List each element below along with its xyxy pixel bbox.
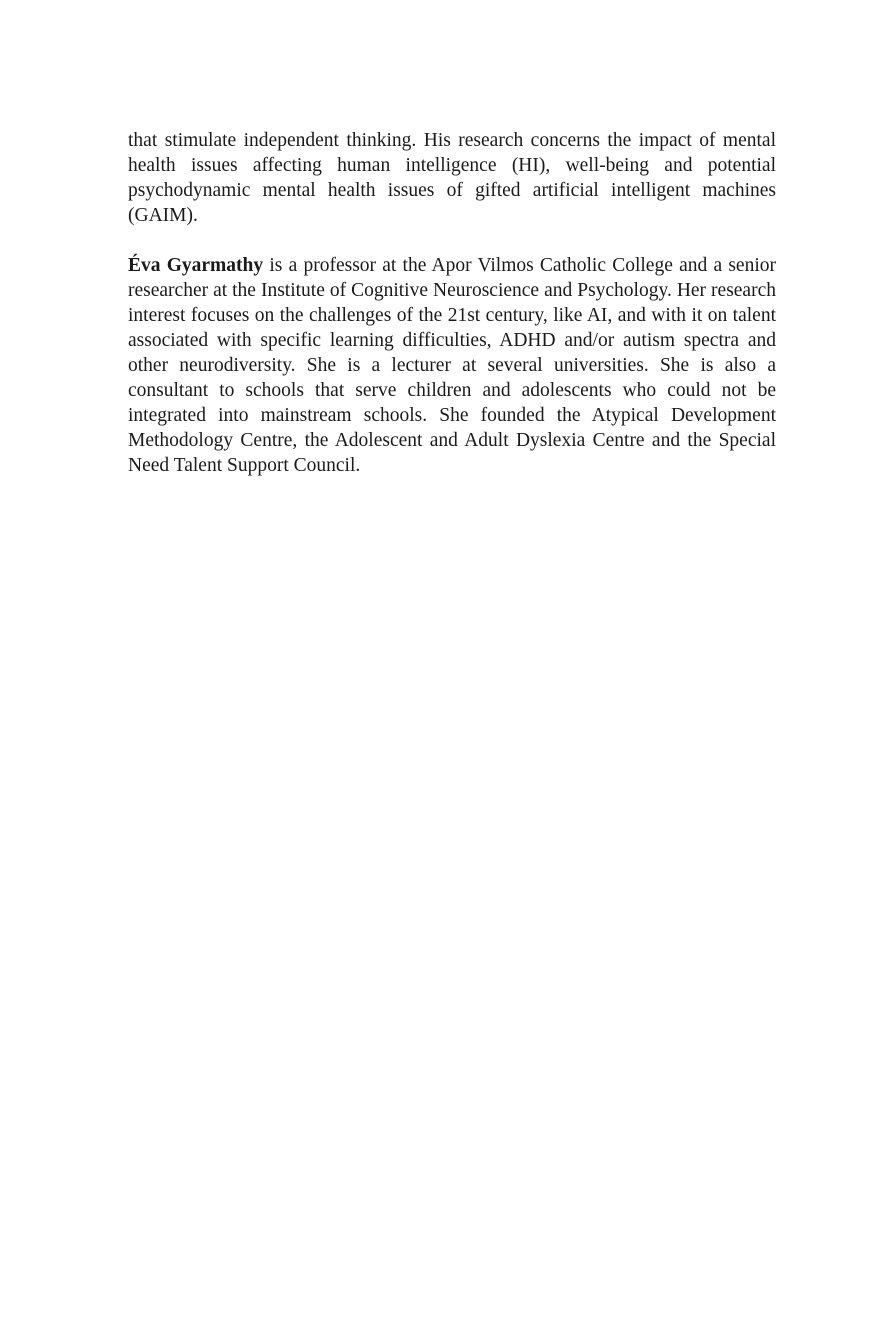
paragraph-body <box>128 253 776 478</box>
bio-paragraph-continued <box>128 128 776 228</box>
author-name: Éva Gyarmathy <box>128 255 264 276</box>
paragraph-text: is a professor at the Apor Vilmos Catholic College and a senior researcher at the Institute of Cognitive Neuroscience and Psychology. Her research interest focuses on the challenges of the 21st century, like AI, and with it on talent associated with specific learning difficulties, ADHD and/or autism spectra and other neurodiversity. She is a lecturer at several universities. She is also a consultant to schools that serve children and adolescents who could not be integrated into mainstream schools. She founded the Atypical Development Methodology Centre, the Adolescent and Adult Dyslexia Centre and the Special Need Talent Support Council. <box>128 255 776 476</box>
bio-paragraph-gyarmathy <box>128 253 776 478</box>
paragraph-text: that stimulate independent thinking. His research concerns the impact of mental health issues affecting human intelligence (HI), well-being and potential psychodynamic mental health issues of gifted artificial intelligent machines (GAIM). <box>128 130 776 226</box>
